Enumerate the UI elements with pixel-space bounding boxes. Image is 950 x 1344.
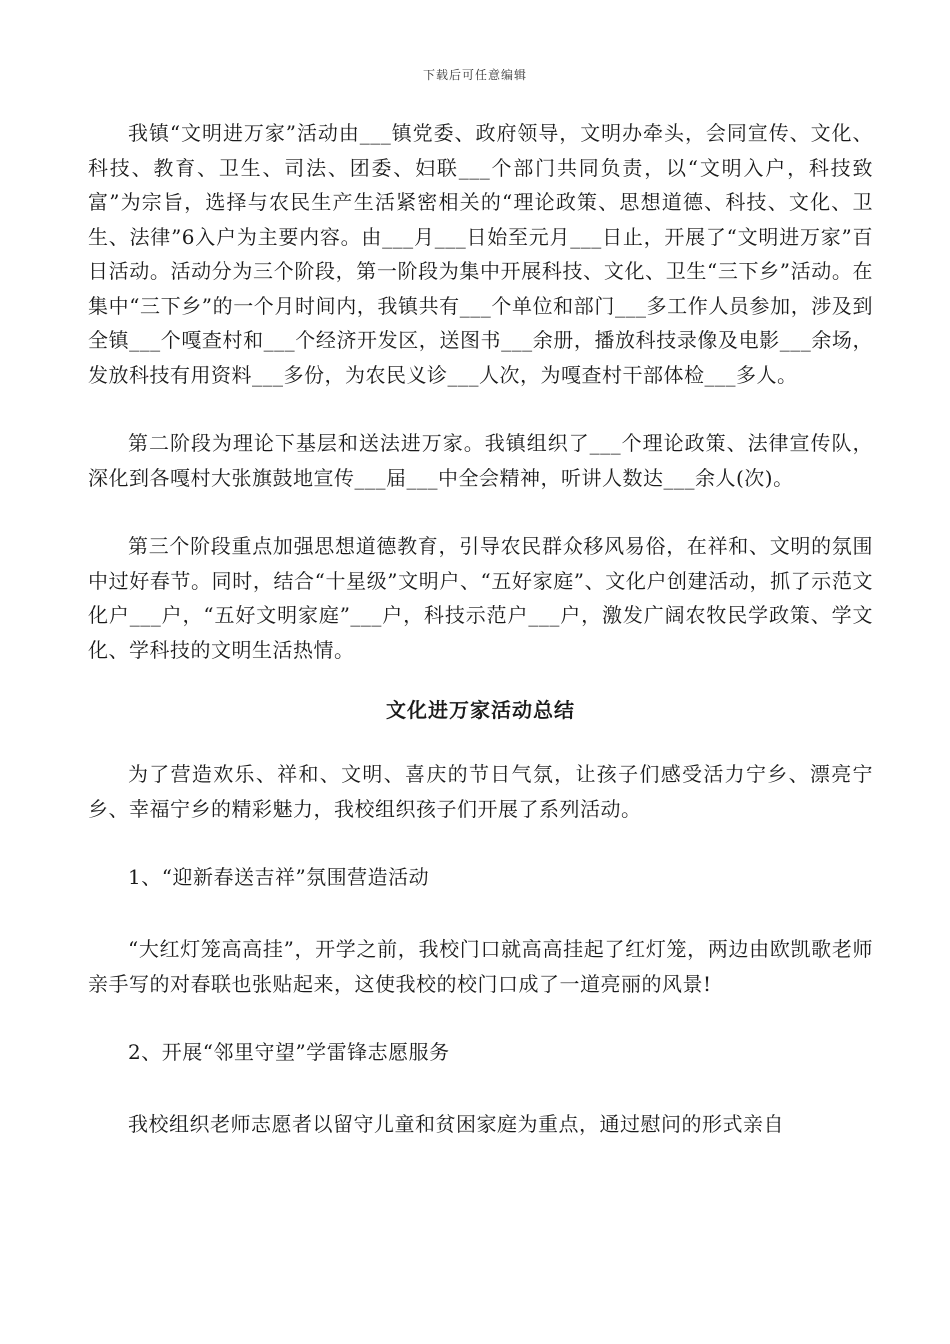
paragraph-stage-three: 第三个阶段重点加强思想道德教育，引导农民群众移风易俗，在祥和、文明的氛围中过好春节。同时，结合“十星级”文明户、“五好家庭”、文化户创建活动，抓了示范文化户___户，“五好文明家庭”___户，科技示范户___户，激发广阔农牧民学政策、学文化、学科技的文明生活热情。 bbox=[88, 534, 873, 662]
paragraph-item-1: “大红灯笼高高挂”，开学之前，我校门口就高高挂起了红灯笼，两边由欧凯歌老师亲手写的对春联也张贴起来，这使我校的校门口成了一道亮丽的风景! bbox=[88, 937, 873, 996]
section-title: 文化进万家活动总结 bbox=[386, 698, 575, 722]
item-heading-2: 2、开展“邻里守望”学雷锋志愿服务 bbox=[128, 1040, 450, 1064]
page-header: 下载后可任意编辑 bbox=[422, 68, 527, 82]
paragraph-stage-two: 第二阶段为理论下基层和送法进万家。我镇组织了___个理论政策、法律宣传队，深化到各嘎村大张旗鼓地宣传___届___中全会精神，听讲人数达___余人(次)。 bbox=[88, 431, 873, 490]
item-heading-1: 1、“迎新春送吉祥”氛围营造活动 bbox=[128, 865, 430, 889]
paragraph-activity-overview: 我镇“文明进万家”活动由___镇党委、政府领导，文明办牵头，会同宣传、文化、科技、教育、卫生、司法、团委、妇联___个部门共同负责，以“文明入户，科技致富”为宗旨，选择与农民生产生活紧密相关的“理论政策、思想道德、科技、文化、卫生、法律”6入户为主要内容。由___月___日始至元月___日止，开展了“文明进万家”百日活动。活动分为三个阶段，第一阶段为集中开展科技、文化、卫生“三下乡”活动。在集中“三下乡”的一个月时间内，我镇共有___个单位和部门___多工作人员参加，涉及到全镇___个嘎查村和___个经济开发区，送图书___余册，播放科技录像及电影___余场，发放科技有用资料___多份，为农民义诊___人次，为嘎查村干部体检___多人。 bbox=[88, 121, 873, 387]
paragraph-item-2: 我校组织老师志愿者以留守儿童和贫困家庭为重点，通过慰问的形式亲自 bbox=[128, 1112, 784, 1136]
document-body bbox=[88, 116, 873, 1176]
paragraph-section-intro: 为了营造欢乐、祥和、文明、喜庆的节日气氛，让孩子们感受活力宁乡、漂亮宁乡、幸福宁乡的精彩魅力，我校组织孩子们开展了系列活动。 bbox=[88, 762, 873, 821]
